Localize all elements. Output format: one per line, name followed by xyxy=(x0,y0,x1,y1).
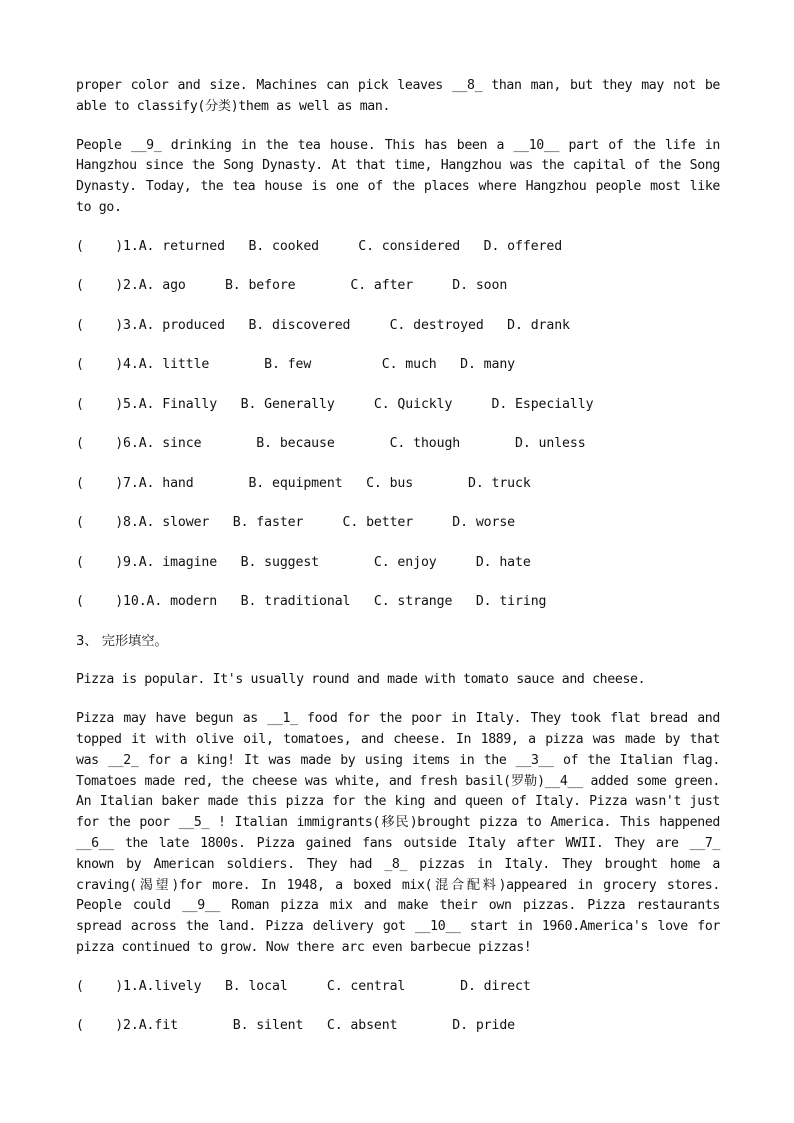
question-item: ( )1.A. returned B. cooked C. considered D. offered xyxy=(76,238,563,254)
question-item: ( )9.A. imagine B. suggest C. enjoy D. hate xyxy=(76,554,531,570)
question-item: ( )2.A. ago B. before C. after D. soon xyxy=(76,278,508,294)
question-item: ( )7.A. hand B. equipment C. bus D. truck xyxy=(76,475,531,491)
question-item: ( )10.A. modern B. traditional C. strange D. tiring xyxy=(76,594,547,610)
passage2-paragraph-2: Pizza may have begun as __1_ food for the poor in Italy. They took flat bread and topped it with olive oil, tomatoes, and cheese. In 1889, a pizza was made by that was __2_ for a king! It was made by using items in the __3__ of the Italian flag. Tomatoes made red, the cheese was white, and fresh basil(罗勒)__4__ added some green. An Italian baker made this pizza for the king and queen of Italy. Pizza wasn't just for the poor __5_ ! Italian immigrants(移民)brought pizza to America. This happened __6__ the late 1800s. Pizza gained fans outside Italy after WWII. They are __7_ known by American soldiers. They had _8_ pizzas in Italy. They brought home a craving(渴望)for more. In 1948, a boxed mix(混合配料)appeared in grocery stores. People could __9__ Roman pizza mix and make their own pizzas. Pizza restaurants spread across the land. Pizza delivery got __10__ start in 1960.America's love for pizza continued to grow. Now there arc even barbecue pizzas! xyxy=(76,711,720,955)
question-list-2 xyxy=(76,977,720,1037)
question-item: ( )8.A. slower B. faster C. better D. worse xyxy=(76,515,516,531)
question-item: ( )5.A. Finally B. Generally C. Quickly D. Especially xyxy=(76,396,594,412)
question-list-1 xyxy=(76,237,720,613)
passage1-paragraph-2: People __9_ drinking in the tea house. This has been a __10__ part of the life in Hangzhou since the Song Dynasty. At that time, Hangzhou was the capital of the Song Dynasty. Today, the tea house is one of the places where Hangzhou people most like to go. xyxy=(76,137,720,215)
question-item: ( )4.A. little B. few C. much D. many xyxy=(76,357,516,373)
passage1-paragraph-1: proper color and size. Machines can pick leaves __8_ than man, but they may not be able to classify(分类)them as well as man. xyxy=(76,78,720,114)
worksheet-page xyxy=(76,76,720,1056)
question-item: ( )2.A.fit B. silent C. absent D. pride xyxy=(76,1018,516,1034)
question-item: ( )1.A.lively B. local C. central D. direct xyxy=(76,978,531,994)
section-heading: 3、 完形填空。 xyxy=(76,633,168,649)
passage2-paragraph-1: Pizza is popular. It's usually round and made with tomato sauce and cheese. xyxy=(76,672,646,688)
question-item: ( )6.A. since B. because C. though D. unless xyxy=(76,436,586,452)
question-item: ( )3.A. produced B. discovered C. destroyed D. drank xyxy=(76,317,570,333)
